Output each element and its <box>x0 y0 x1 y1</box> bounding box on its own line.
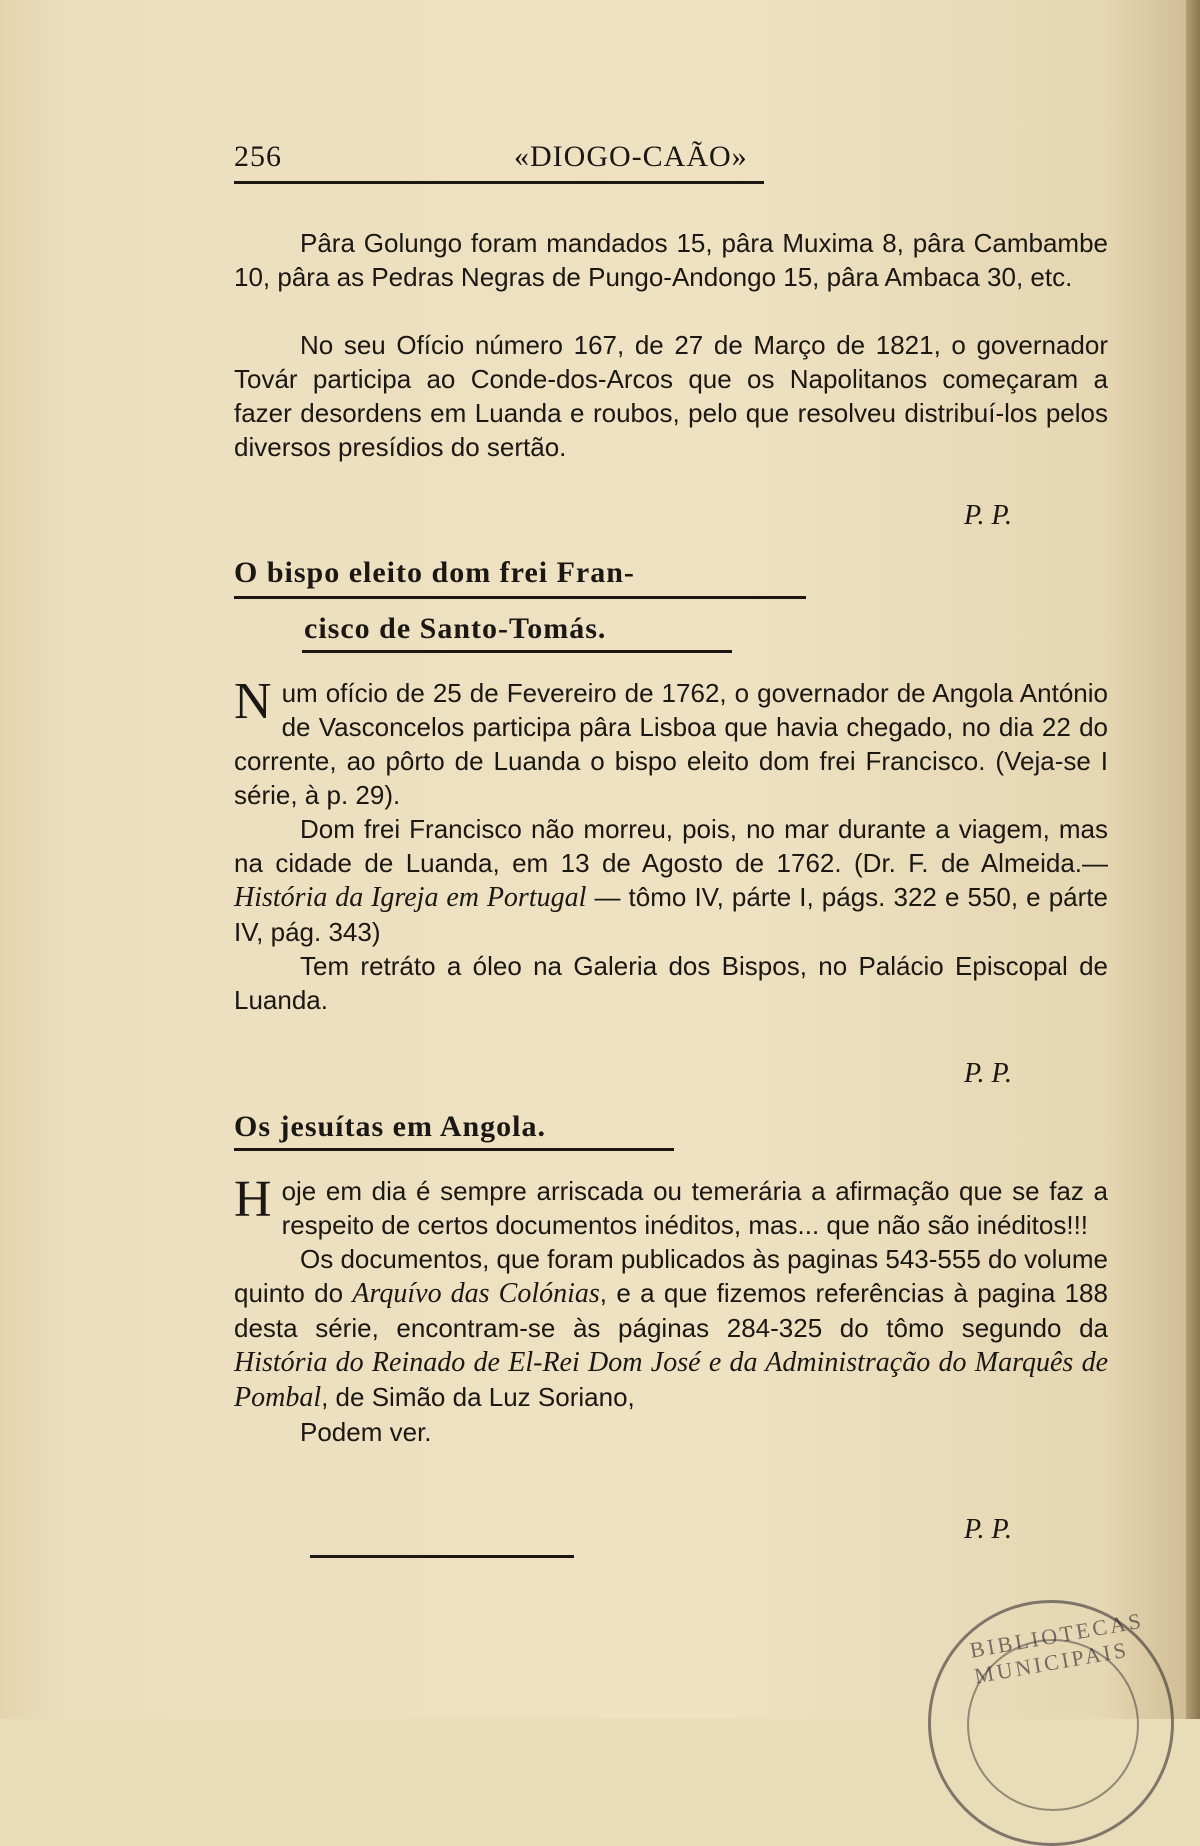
section1-signature: P. P. <box>964 1058 1012 1089</box>
section2-paragraph-2-text-a: Os documentos, que foram publicados às paginas 543-555 do volume quinto do <box>234 1244 1108 1308</box>
section1-paragraph-3: Tem retráto a óleo na Galeria dos Bispos, no Palácio Episcopal de Luanda. <box>234 951 1108 1015</box>
section2-work-title-1: Arquívo das Colónias <box>352 1278 600 1309</box>
section1-paragraph-1: um ofício de 25 de Fevereiro de 1762, o governador de Angola António de Vasconcelos participa pâra Lisboa que havia chegado, no dia 22 do corrente, ao pôrto de Luanda o bispo eleito dom frei Francisco. (Veja-se I série, à p. 29). <box>234 678 1108 810</box>
section1-paragraph-2-text-b: — tômo IV, párte I, págs. 322 e 550, e párte IV, pág. 343) <box>234 882 1108 947</box>
section1-title-rule-2 <box>302 650 732 653</box>
section1-paragraph-2 <box>234 812 1108 949</box>
page-edge <box>1186 0 1200 1719</box>
section2-title-rule <box>234 1148 674 1151</box>
section2-title: Os jesuítas em Angola. <box>234 1110 547 1143</box>
section2-paragraph-2-text-c: , de Simão da Luz Soriano, <box>321 1382 635 1412</box>
section2-paragraph-2 <box>234 1242 1108 1415</box>
running-head <box>234 140 764 176</box>
section1-title-rule-1 <box>234 596 806 599</box>
section1-title-line2: cisco de Santo-Tomás. <box>304 612 607 645</box>
section2-signature: P. P. <box>964 1514 1012 1545</box>
section2-body <box>234 1171 1108 1449</box>
header-rule <box>234 181 764 184</box>
intro-paragraph-1: Pâra Golungo foram mandados 15, pâra Muxima 8, pâra Cambambe 10, pâra as Pedras Negras de Pungo-Andongo 15, pâra Ambaca 30, etc. <box>234 228 1108 292</box>
section1-body <box>234 673 1108 1017</box>
section2-work-title-2: História do Reinado de El-Rei Dom José e da Administração do Marquês de Pombal <box>234 1347 1108 1413</box>
section1-paragraph-2-text-a: Dom frei Francisco não morreu, pois, no mar durante a viagem, mas na cidade de Luanda, em 13 de Agosto de 1762. (Dr. F. de Almeida.— <box>234 814 1108 878</box>
section2-paragraph-1: oje em dia é sempre arriscada ou temerária a afirmação que se faz a respeito de certos documentos inéditos, mas... que não são inéditos!!! <box>281 1176 1108 1240</box>
section1-dropcap: N <box>234 673 272 730</box>
library-stamp-text: BIBLIOTECAS MUNICIPAIS <box>967 1607 1146 1689</box>
section2-dropcap: H <box>234 1171 272 1228</box>
running-title: «DIOGO-CAÃO» <box>514 140 748 173</box>
section2-paragraph-3: Podem ver. <box>300 1417 432 1447</box>
intro-paragraph-2: No seu Ofício número 167, de 27 de Março de 1821, o governador Továr participa ao Conde-dos-Arcos que os Napolitanos começaram a fazer desordens em Luanda e roubos, pelo que resolveu distribuí-los pelos diversos presídios do sertão. <box>234 330 1108 462</box>
end-rule <box>310 1555 574 1558</box>
section1-work-title: História da Igreja em Portugal <box>234 882 587 913</box>
page-number: 256 <box>234 140 282 173</box>
library-stamp <box>928 1600 1174 1846</box>
intro-signature: P. P. <box>964 500 1012 531</box>
section1-title-line1: O bispo eleito dom frei Fran- <box>234 556 635 589</box>
section2-paragraph-2-text-b: , e a que fizemos referências à pagina 188 desta série, encontram-se às páginas 284-325 do tômo segundo da <box>234 1278 1108 1343</box>
